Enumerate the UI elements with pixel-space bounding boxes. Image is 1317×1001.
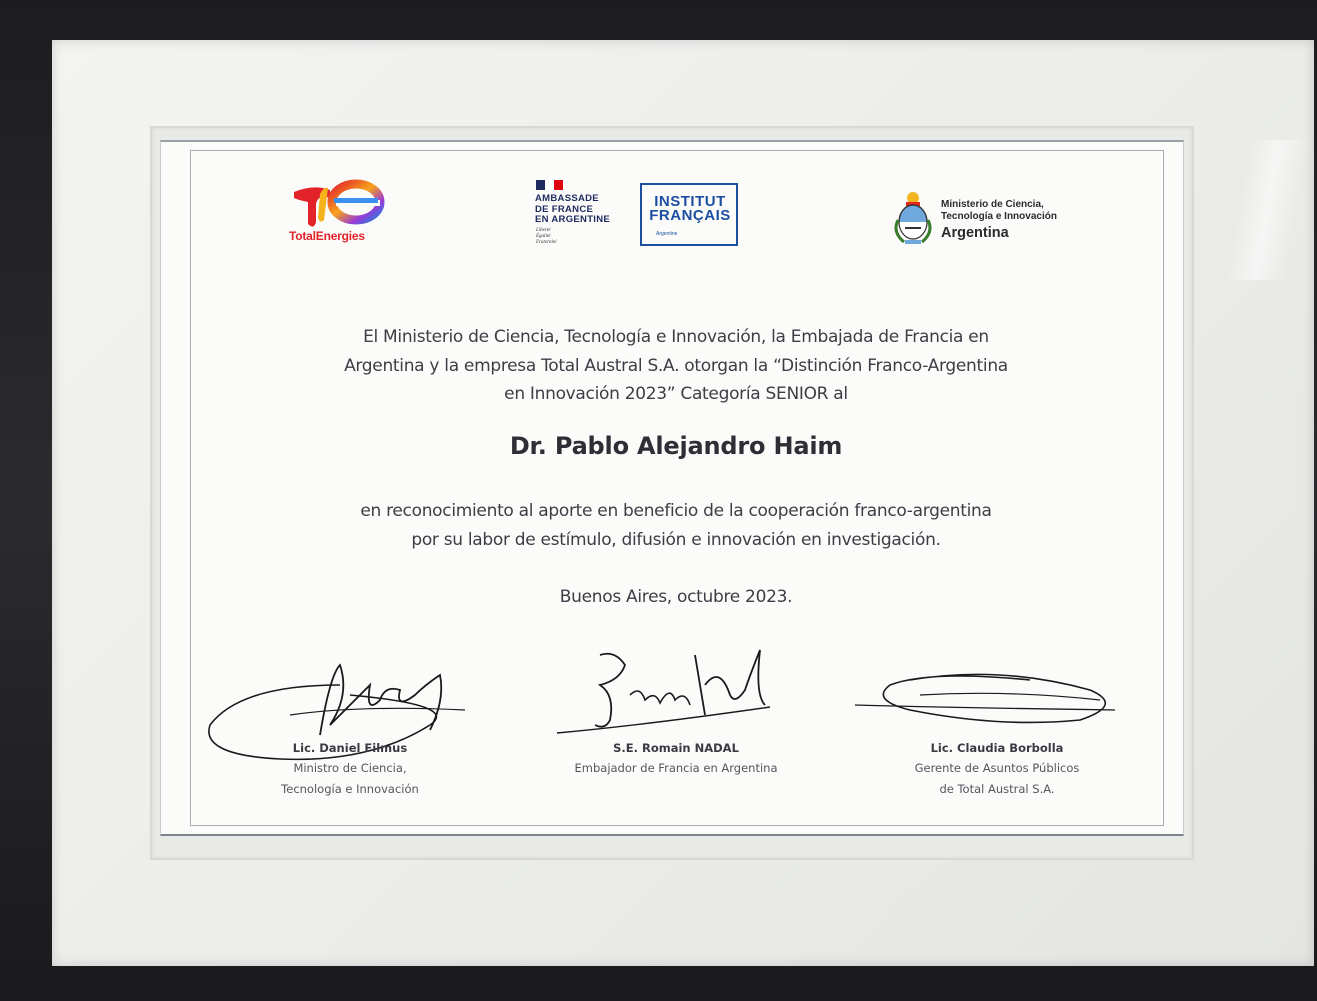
ambassade-line: DE FRANCE (535, 203, 594, 215)
certificate-intro (300, 323, 1052, 409)
ambassade-motto (536, 228, 557, 246)
role-line: Embajador de Francia en Argentina (574, 761, 778, 775)
motto-line: Égalité (536, 234, 551, 239)
role-line: Gerente de Asuntos Públicos (914, 761, 1080, 775)
institut-francais-logo (640, 183, 738, 246)
role-line: de Total Austral S.A. (939, 781, 1055, 796)
signatory-name: S.E. Romain NADAL (613, 741, 739, 755)
institut-line: FRANÇAIS (649, 207, 731, 224)
institut-sub: Argentine (656, 231, 678, 237)
role-line: Tecnología e Innovación (281, 781, 419, 796)
motto-line: Liberté (536, 228, 551, 233)
french-republic-emblem-icon (536, 180, 564, 190)
role-line: Ministro de Ciencia, (293, 761, 407, 775)
signatory-role (556, 758, 796, 779)
signatory-role (877, 758, 1117, 799)
ambassade-line: EN ARGENTINE (535, 214, 611, 225)
intro-line: en Innovación 2023” Categoría SENIOR al (504, 384, 848, 404)
ministerio-line: Tecnología e Innovación (941, 211, 1057, 222)
ambassade-line: AMBASSADE (535, 193, 599, 204)
institut-name (648, 195, 732, 223)
signatory-role (240, 758, 460, 799)
signature-nadal (555, 645, 775, 740)
ministerio-line: Ministerio de Ciencia, (941, 199, 1044, 210)
ambassade-text (535, 194, 610, 226)
intro-line: El Ministerio de Ciencia, Tecnología e Innovación, la Embajada de Francia en (363, 327, 989, 347)
signatory-name: Lic. Daniel Filmus (292, 741, 408, 755)
recipient-name: Dr. Pablo Alejandro Haim (509, 432, 843, 460)
certificate-reason (300, 497, 1052, 555)
reason-line: en reconocimiento al aporte en beneficio de la cooperación franco-argentina (360, 501, 992, 521)
ministerio-country: Argentina (941, 225, 1009, 241)
signature-borbolla (850, 660, 1125, 730)
argentina-coat-of-arms-icon (892, 190, 934, 246)
signatory-name: Lic. Claudia Borbolla (930, 741, 1064, 755)
totalenergies-wordmark: TotalEnergies (289, 229, 365, 243)
institut-line: INSTITUT (654, 193, 726, 210)
motto-line: Fraternité (536, 240, 557, 245)
ministerio-logo-text (941, 199, 1057, 242)
reason-line: por su labor de estímulo, difusión e innovación en investigación. (411, 530, 941, 550)
intro-line: Argentina y la empresa Total Austral S.A. otorgan la “Distinción Franco-Argentina (344, 355, 1008, 376)
place-date: Buenos Aires, octubre 2023. (559, 587, 793, 607)
